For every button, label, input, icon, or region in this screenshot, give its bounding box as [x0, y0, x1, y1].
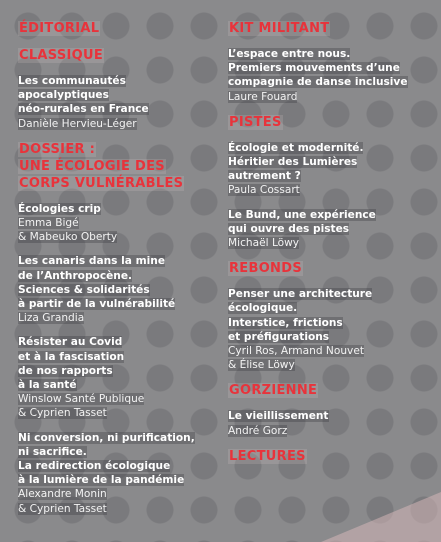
article-title: Écologie et modernité. Héritier des Lumières autrement ? [228, 141, 364, 183]
article-author: Winslow Santé Publique & Cyprien Tasset [18, 393, 145, 420]
section-editorial[interactable]: ÉDITORIAL [19, 21, 100, 36]
article-author: Liza Grandia [18, 312, 85, 325]
article-title: Résister au Covid et à la fascisation de nos rapports à la santé [18, 336, 125, 392]
article-entry[interactable] [228, 409, 433, 437]
section-gorzienne[interactable]: GORZIENNE [229, 383, 318, 399]
article-entry[interactable] [228, 141, 433, 198]
article-entry[interactable] [228, 287, 433, 372]
article-author: Danièle Hervieu-Léger [18, 117, 137, 130]
article-entry[interactable] [18, 74, 208, 131]
article-title: Le Bund, une expérience qui ouvre des pistes [228, 208, 376, 235]
article-entry[interactable] [18, 254, 208, 325]
article-author: Michaël Löwy [228, 237, 300, 250]
section-kit-militant[interactable]: KIT MILITANT [229, 21, 330, 36]
article-author: Paula Cossart [228, 184, 300, 197]
section-rebonds[interactable]: REBONDS [229, 261, 302, 277]
section-classique[interactable]: CLASSIQUE [19, 48, 104, 63]
section-dossier[interactable]: DOSSIER : UNE ÉCOLOGIE DES CORPS VULNÉRABLES [19, 141, 184, 191]
article-title: L’espace entre nous. Premiers mouvements d’une compagnie de danse inclusive [228, 48, 408, 89]
right-column [228, 20, 433, 475]
article-title: Ni conversion, ni purification, ni sacrifice. La redirection écologique à la lumière de la pandémie [18, 431, 195, 487]
article-entry[interactable] [18, 431, 208, 516]
article-entry[interactable] [18, 202, 208, 245]
article-title: Les canaris dans la mine de l’Anthropocène. Sciences & solidarités à partir de la vulnérabilité [18, 255, 176, 311]
left-column [18, 20, 208, 526]
article-author: Alexandre Monin & Cyprien Tasset [18, 488, 107, 515]
article-entry[interactable] [228, 208, 433, 251]
article-title: Penser une architecture écologique. Interstice, frictions et préfigurations [228, 288, 373, 343]
article-author: Emma Bigé & Mabeuko Oberty [18, 217, 118, 244]
article-entry[interactable] [228, 47, 433, 104]
article-entry[interactable] [18, 335, 208, 420]
corner-accent [321, 492, 441, 542]
article-author: Laure Fouard [228, 90, 298, 103]
section-pistes[interactable]: PISTES [229, 114, 282, 130]
article-title: Le vieillissement [228, 410, 329, 423]
article-title: Écologies crip [18, 202, 101, 215]
article-title: Les communautés apocalyptiques néo-rurales en France [18, 75, 149, 116]
article-author: Cyril Ros, Armand Nouvet & Élise Löwy [228, 345, 364, 372]
article-author: André Gorz [228, 424, 288, 437]
section-lectures[interactable]: LECTURES [229, 448, 306, 464]
